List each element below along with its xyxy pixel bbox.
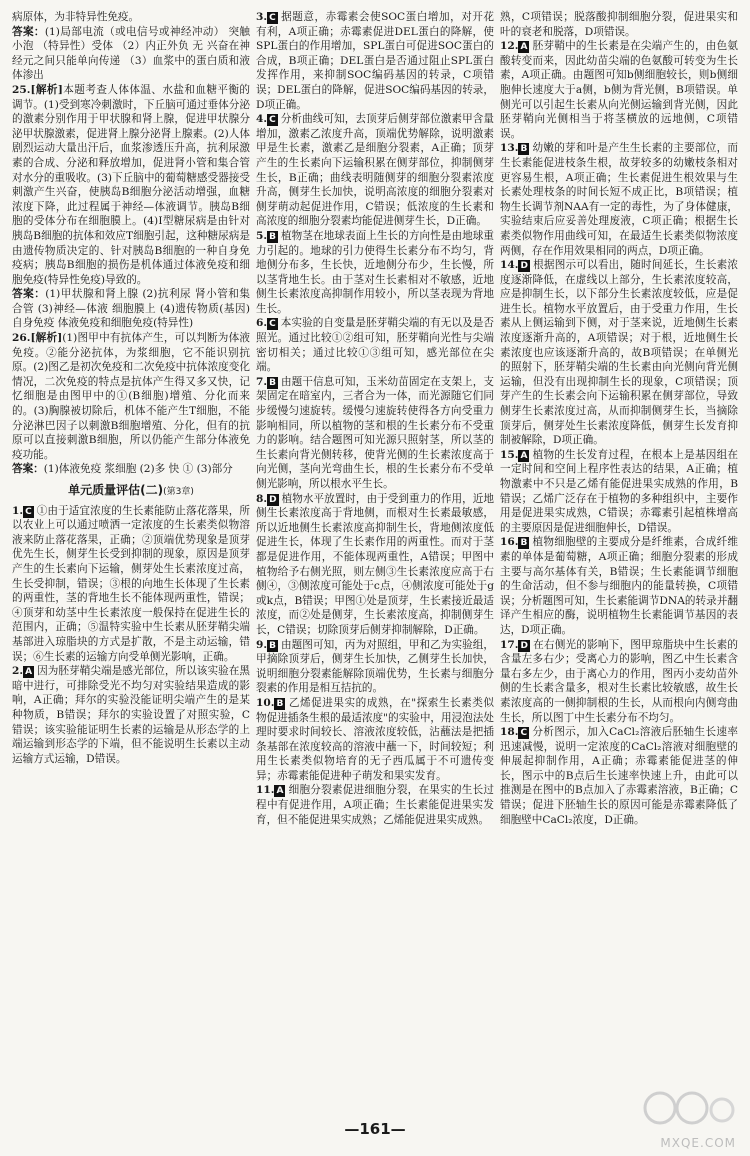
answer-key-badge: B xyxy=(276,698,284,709)
text-block: 熟，C项错误；脱落酸抑制细胞分裂，促进果实和叶的衰老和脱落，D项错误。 xyxy=(500,11,738,38)
answer-page xyxy=(12,10,738,1110)
analysis-text: (1)图甲中有抗体产生，可以判断为体液免疫。②能分泌抗体，为浆细胞，它不能识别抗原。(2)图乙是初次免疫和二次免疫中抗体浓度变化情况，二次免疫的特点是抗体产生得又多又快，记忆细胞是由图甲中的①(B细胞)增殖、分化而来的。(3)胸腺被切除后，机体不能产生T细胞，不能分泌淋巴因子以刺激B细胞增殖、分化，但有的抗原可以直接刺激B细胞，所以仍能产生部分体液免疫功能。 xyxy=(12,332,250,461)
analysis-text: 由题图可知，丙为对照组，甲和乙为实验组，甲摘除顶芽后，侧芽生长加快，乙侧芽生长加快，说明细胞分裂素能解除顶端优势，生长素与细胞分裂素的作用是相互拮抗的。 xyxy=(256,638,494,695)
analysis-text: 植物水平放置时，由于受到重力的作用，近地侧生长素浓度高于背地侧，而根对生长素最敏感，所以近地侧生长素浓度高抑制生长，背地侧浓度低促进生长，体现了生长素作用的两重性。而对于茎都是促进作用，不能体现两重性，A错误；甲图中植物给予右侧光照，则左侧③生长素浓度应高于右侧④，③侧浓度可能处于c点，④侧浓度可能处于g或k点，B错误；甲图①处是顶芽，生长素接近最适浓度，而②处是侧芽，生长素浓度高，抑制侧芽生长，C错误；切除顶芽后侧芽抑制解除，D正确。 xyxy=(256,492,494,636)
question-number: 15. xyxy=(500,448,519,461)
page-number: —161— xyxy=(344,1120,406,1138)
question-16 xyxy=(500,535,738,637)
question-11 xyxy=(256,783,494,827)
answer-label: 答案： xyxy=(12,463,44,476)
analysis-text: 细胞分裂素促进细胞分裂，在果实的生长过程中有促进作用，A项正确；生长素能促进果实发育，但不能促进果实成熟；乙烯能促进果实成熟。 xyxy=(256,784,494,826)
question-number: 8. xyxy=(256,492,268,505)
question-number: 13. xyxy=(500,142,519,155)
question-6 xyxy=(256,316,494,374)
answer-key-badge: D xyxy=(520,640,528,651)
question-12 xyxy=(500,39,738,141)
answer-key-badge: C xyxy=(520,728,528,739)
question-17 xyxy=(500,638,738,726)
column-left xyxy=(12,10,250,1110)
question-number: 6. xyxy=(256,317,268,330)
question-3 xyxy=(256,10,494,112)
question-number: 26. xyxy=(12,332,31,345)
answer-text: (1)体液免疫 浆细胞 (2)多 快 ① (3)部分 xyxy=(43,463,233,476)
question-number: 11. xyxy=(256,784,275,797)
analysis-text: 根据图示可以看出，随时间延长，生长素浓度逐渐降低，在虚线以上部分，生长素浓度较高，应是抑制生长，以下部分生长素浓度较低，应是促进生长。植物水平放置后，由于受重力作用，生长素从上侧运输到下侧，对于茎来说，近地侧生长素浓度逐渐升高的，A项错误；对于根，近地侧生长素浓度也应该逐渐升高的，故B项错误；在单侧光的照射下，胚芽鞘尖端的生长素由向光侧向背光侧运输，但没有出现抑制生长的现象，C项错误；顶芽产生的生长素会向下运输积累在侧芽部位，导致侧芽生长素浓度过高，从而抑制侧芽生长，当摘除顶芽后，侧芽处生长素浓度降低，侧芽生长发育抑制被解除，D项正确。 xyxy=(500,259,738,447)
question-number: 1. xyxy=(12,504,24,517)
answer-key-badge: C xyxy=(25,506,32,517)
question-26 xyxy=(12,331,250,462)
watermark-logo-icon xyxy=(630,1086,740,1142)
question-number: 7. xyxy=(256,375,268,388)
section-title xyxy=(12,483,250,500)
question-number: 5. xyxy=(256,229,268,242)
analysis-text: 分析图示，加入CaCl₂溶液后胚轴生长速率迅速减慢，说明一定浓度的CaCl₂溶液对细胞壁的伸展起抑制作用，A正确；赤霉素能促进茎的伸长，图示中的B点后生长速率快速上升，由此可以推测是在图中的B点加入了赤霉素溶液，B正确；C错误；促进下胚轴生长的原因可能是赤霉素降低了细胞壁中CaCl₂浓度，D正确。 xyxy=(500,726,738,826)
question-number: 18. xyxy=(500,726,519,739)
analysis-text: 分析曲线可知，去顶芽后侧芽部位激素甲含量增加，激素乙浓度升高，顶端优势解除，说明激素甲是生长素，激素乙是细胞分裂素，A正确；顶芽产生的生长素向下运输积累在侧芽部位，抑制侧芽生长，B正确；曲线表明随侧芽的细胞分裂素浓度升高，侧芽生长加快，说明高浓度的细胞分裂素对侧芽萌动起促进作用，C错误；低浓度的生长素和高浓度的细胞分裂素均能促进侧芽生长，D正确。 xyxy=(256,113,494,228)
analysis-label: [解析] xyxy=(30,83,63,96)
answer-block xyxy=(12,462,250,477)
analysis-text: 植物的生长发育过程，在根本上是基因组在一定时间和空间上程序性表达的结果，A正确；植物激素中不只是乙烯有能促进果实成熟的作用，B错误；乙烯广泛存在于植物的多种组织中，主要作用是促进果实成熟，C错误；赤霉素引起植株增高的主要原因是促进细胞伸长，D错误。 xyxy=(500,448,738,534)
question-14 xyxy=(500,258,738,448)
answer-label: 答案： xyxy=(12,288,46,301)
analysis-text: 幼嫩的芽和叶是产生生长素的主要部位，而生长素能促进枝条生根，故芽较多的幼嫩枝条相对更容易生根，A项正确；生长素促进生根效果与生长素处理枝条的时间长短不成正比，B项错误；植物生长调节剂NAA有一定的毒性，为了身体健康，实验结束后应妥善处理废液，C项正确；根据生长素类似物作用曲线可知，在最适生长素类似物浓度两侧，存在作用效果相同的两点，D项正确。 xyxy=(500,142,738,257)
question-8 xyxy=(256,492,494,638)
answer-key-badge: A xyxy=(520,450,528,461)
answer-key-badge: B xyxy=(269,377,276,388)
analysis-text: 由题干信息可知，玉米幼苗固定在支架上，支架固定在暗室内，三者合为一体，而光源随它们同步缓慢匀速旋转。缓慢匀速旋转使得各方向受重力影响相同，所以植物的茎和根的生长素分布不受重力的影响。结合题图可知光源只照射茎，所以茎的生长素向背光侧转移，使背光侧的生长素浓度高于向光侧，茎向光弯曲生长，根的生长素分布不受单侧光影响，所以根水平生长。 xyxy=(256,375,494,490)
question-2 xyxy=(12,664,250,766)
answer-key-badge: A xyxy=(25,667,33,678)
question-4 xyxy=(256,112,494,229)
watermark-text: MXQE.COM xyxy=(660,1136,736,1150)
question-18 xyxy=(500,725,738,827)
question-number: 12. xyxy=(500,40,519,53)
answer-key-badge: B xyxy=(520,538,528,549)
answer-key-badge: C xyxy=(269,319,276,330)
answer-key-badge: A xyxy=(520,42,528,53)
analysis-label: [解析] xyxy=(30,332,63,345)
answer-key-badge: B xyxy=(520,144,528,155)
answer-key-badge: A xyxy=(276,786,284,797)
question-number: 17. xyxy=(500,638,519,651)
analysis-text: 植物茎在地球表面上生长的方向性是由地球重力引起的。地球的引力使得生长素分布不均匀，背地侧分布多，生长快，近地侧分布少，生长慢，所以茎背地生长。由于茎对生长素相对不敏感，近地侧生长素浓度高抑制作用较小，所以茎表现为背地生长。 xyxy=(256,229,494,315)
question-number: 9. xyxy=(256,638,268,651)
answer-text: (1)局部电流（或电信号或神经冲动） 突触小泡 （特异性）受体 （2）内正外负 无 兴奋在神经元之间只能单向传递 （3）血浆中的蛋白质和液体渗出 xyxy=(12,25,250,82)
question-7 xyxy=(256,375,494,492)
analysis-text: 据题意，赤霉素会使SOC蛋白增加，对开花有利，A项正确；赤霉素促进DEL蛋白的降解，使SPL蛋白的作用增加，SPL蛋白可促进SOC蛋白的合成，B项正确；DEL蛋白是否通过阻止SPL蛋白发挥作用，来抑制SOC编码基因的转录，C项错误；DEL蛋白的降解，促进SOC编码基因的转录，D项正确。 xyxy=(256,11,494,111)
question-10 xyxy=(256,696,494,784)
column-middle xyxy=(256,10,494,1110)
analysis-text: ①由于适宜浓度的生长素能防止落花落果，所以农业上可以通过喷洒一定浓度的生长素类似物溶液来防止落花落果，正确；②顶端优势现象是顶芽优先生长，侧芽生长受到抑制的现象，原因是顶芽产生的生长素向下运输，侧芽处生长素浓度过高，生长受抑制，错误；③根的向地生长体现了生长素的两重性，茎的背地生长不能体现两重性，错误；④顶芽和幼茎中生长素浓度一般保持在促进生长的范围内，正确；⑤温特实验中生长素从胚芽鞘尖端基部进入琼脂块的方式是扩散，不是主动运输，错误；⑥生长素的运输方向受单侧光影响，正确。 xyxy=(12,504,250,663)
answer-block xyxy=(12,25,250,83)
analysis-text: 因为胚芽鞘尖端是感光部位，所以该实验在黑暗中进行，可排除受光不均匀对实验结果造成的影响，A正确；拜尔的实验没能证明尖端产生的是某种物质，B错误；拜尔的实验设置了对照实验，C错误；该实验能证明生长素的运输是从形态学的上端运输到形态学的下端，但不能说明生长素以主动运输方式运输，D错误。 xyxy=(12,665,250,765)
question-number: 3. xyxy=(256,11,268,23)
text-block: 病原体，为非特异性免疫。 xyxy=(12,11,140,23)
answer-key-badge: D xyxy=(269,494,277,505)
answer-key-badge: B xyxy=(269,640,276,651)
question-number: 2. xyxy=(12,665,24,678)
analysis-text: 本题考查人体体温、水盐和血糖平衡的调节。(1)受到寒冷刺激时，下丘脑可通过垂体分泌的激素分别作用于甲状腺和肾上腺，促进甲状腺分泌甲状腺激素，促进肾上腺分泌肾上腺素。(2)人体剧烈运动大量出汗后，血浆渗透压升高，抗利尿激素的合成、分泌和释放增加，促进肾小管和集合管对水分的重吸收。(3)下丘脑中的葡萄糖感受器接受刺激产生兴奋，使胰岛B细胞分泌活动增强，血糖浓度下降，此过程属于神经—体液调节。胰岛B细胞的受体分布在细胞膜上。(4)Ⅰ型糖尿病是由针对胰岛B细胞的抗体和效应T细胞引起，这种糖尿病是由遗传物质决定的、针对胰岛B细胞的一种自身免疫病；胰岛B细胞的损伤是机体通过体液免疫和细胞免疫(特异性免疫)导致的。 xyxy=(12,83,250,286)
question-13 xyxy=(500,141,738,258)
analysis-text: 胚芽鞘中的生长素是在尖端产生的，由色氨酸转变而来，因此幼苗尖端的色氨酸可转变为生长素，A项正确。由题图可知b侧细胞较长，则b侧细胞伸长速度大于a侧，b侧为背光侧，B项错误。单侧光可以引起生长素从向光侧运输到背光侧，因此胚芽鞘向光侧相当于将茎横放的远地侧，C项错误。 xyxy=(500,40,738,140)
analysis-text: 在右侧光的影响下，图甲琼脂块中生长素的含量左多右少；受离心力的影响，图乙中生长素含量右多左少，由于离心力的作用，图丙小麦幼苗外侧的生长素含量多，根对生长素比较敏感，故生长素浓度高的一侧抑制根的生长，从而根向内侧弯曲生长，所以图丁中生长素分布不均匀。 xyxy=(500,638,738,724)
question-9 xyxy=(256,638,494,696)
question-25 xyxy=(12,83,250,287)
analysis-text: 植物细胞壁的主要成分是纤维素，合成纤维素的单体是葡萄糖，A项正确；细胞分裂素的形成主要与高尔基体有关，B错误；生长素能调节细胞的生命活动，但不参与细胞内的能量转换，C项错误；分析题图可知，生长素能调节DNA的转录并翻译产生相应的酶，说明植物生长素能调节基因的表达，D项正确。 xyxy=(500,536,738,636)
question-5 xyxy=(256,229,494,317)
question-number: 4. xyxy=(256,113,268,126)
answer-key-badge: C xyxy=(269,115,276,126)
answer-block xyxy=(12,287,250,331)
column-right xyxy=(500,10,738,1110)
analysis-text: 本实验的自变量是胚芽鞘尖端的有无以及是否照光。通过比较①②组可知，胚芽鞘向光性与尖端密切相关；通过比较①③组可知，感光部位在尖端。 xyxy=(256,317,494,374)
answer-key-badge: D xyxy=(520,261,528,272)
question-number: 25. xyxy=(12,83,31,96)
question-number: 10. xyxy=(256,696,275,709)
question-15 xyxy=(500,448,738,536)
section-subtitle: (第3章) xyxy=(163,487,194,497)
answer-text: (1)甲状腺和肾上腺 (2)抗利尿 肾小管和集合管 (3)神经—体液 细胞膜上 (4)遗传物质(基因) 自身免疫 体液免疫和细胞免疫(特异性) xyxy=(12,288,250,330)
question-number: 16. xyxy=(500,536,519,549)
question-1 xyxy=(12,504,250,665)
section-title-text: 单元质量评估(二) xyxy=(68,483,164,497)
answer-key-badge: C xyxy=(269,13,276,23)
answer-key-badge: B xyxy=(269,231,276,242)
question-number: 14. xyxy=(500,259,519,272)
answer-label: 答案： xyxy=(12,25,45,38)
analysis-text: 乙烯促进果实的成熟，在"探索生长素类似物促进插条生根的最适浓度"的实验中，用浸泡法处理时要求时间较长、溶液浓度较低，沾蘸法是把插条基部在浓度较高的溶液中蘸一下，时间较短；利用生长素类似物培育的无子西瓜属于不可遗传变异；赤霉素能促进种子萌发和果实发育。 xyxy=(256,696,494,782)
